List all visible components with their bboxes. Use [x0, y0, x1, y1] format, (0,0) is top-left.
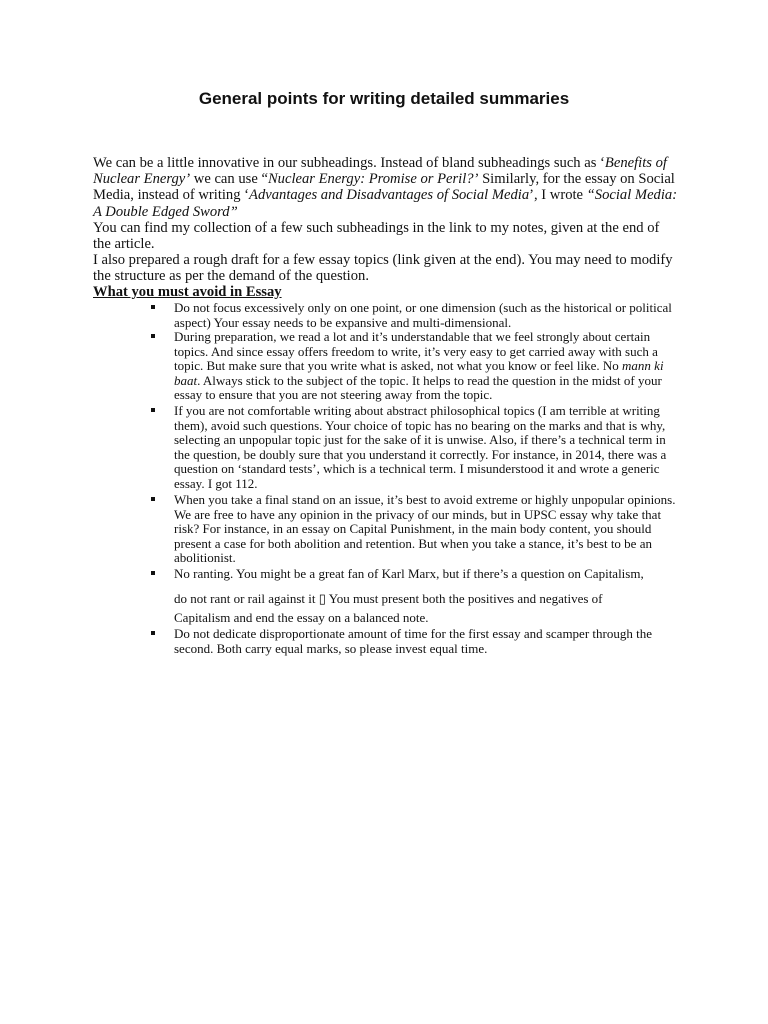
list-item: When you take a final stand on an issue, it’s best to avoid extreme or highly unpopular opinions. We are free to have any opinion in the privacy of our minds, but in UPSC essay why take that risk? For instance, in an essay on Capital Punishment, in the main body content, you should present a case for both abolition and retention. But when you take a stance, it’s best to be an abolitionist.	[174, 493, 676, 566]
section-heading: What you must avoid in Essay	[93, 284, 282, 300]
list-item: During preparation, we read a lot and it’s understandable that we feel strongly about certain topics. And since essay offers freedom to write, it’s very easy to get carried away with such a topic. But make sure that you write what is asked, not what you know or feel like. No mann ki baat. Always stick to the subject of the topic. It helps to read the question in the midst of your essay to ensure that you are not steering away from the topic.	[174, 330, 676, 403]
intro-paragraph-draft: I also prepared a rough draft for a few essay topics (link given at the end). You may need to modify the structure as per the demand of the question.	[93, 252, 673, 285]
list-item: Do not focus excessively only on one point, or one dimension (such as the historical or political aspect) Your essay needs to be expansive and multi-dimensional.	[174, 301, 676, 330]
list-item: If you are not comfortable writing about abstract philosophical topics (I am terrible at writing them), avoid such questions. Your choice of topic has no bearing on the marks and that is why, selecting an unpopular topic just for the sake of it is unwise. Also, if there’s a technical term in the question, be doubly sure that you understand it correctly. For instance, in 2014, there was a question on ‘standard tests’, which is a technical term. I misunderstood it and wrote a generic essay. I got 112.	[174, 404, 676, 492]
page-title: General points for writing detailed summaries	[198, 89, 570, 108]
list-item: Do not dedicate disproportionate amount of time for the first essay and scamper through the second. Both carry equal marks, so please invest equal time.	[174, 627, 676, 656]
square-bullet-icon	[151, 408, 155, 412]
square-bullet-icon	[151, 571, 155, 575]
intro-paragraph-notes: You can find my collection of a few such subheadings in the link to my notes, given at the end of the article.	[93, 219, 660, 253]
square-bullet-icon	[151, 334, 155, 338]
intro-text	[93, 155, 678, 285]
intro-paragraph-subheadings: We can be a little innovative in our subheadings. Instead of bland subheadings such as ‘Benefits of Nuclear Energy’ we can use “Nuclear Energy: Promise or Peril?’ Similarly, for the essay on Social Media, instead of writing ‘Advantages and Disadvantages of Social Media’, I wrote “Social Media: A Double Edged Sword”	[93, 155, 678, 220]
square-bullet-icon	[151, 305, 155, 309]
square-bullet-icon	[151, 497, 155, 501]
list-item: No ranting. You might be a great fan of Karl Marx, but if there’s a question on Capitalism, do not rant or rail against it ▯ You must present both the positives and negatives of Capitalism and end the essay on a balanced note.	[174, 567, 676, 626]
square-bullet-icon	[151, 631, 155, 635]
